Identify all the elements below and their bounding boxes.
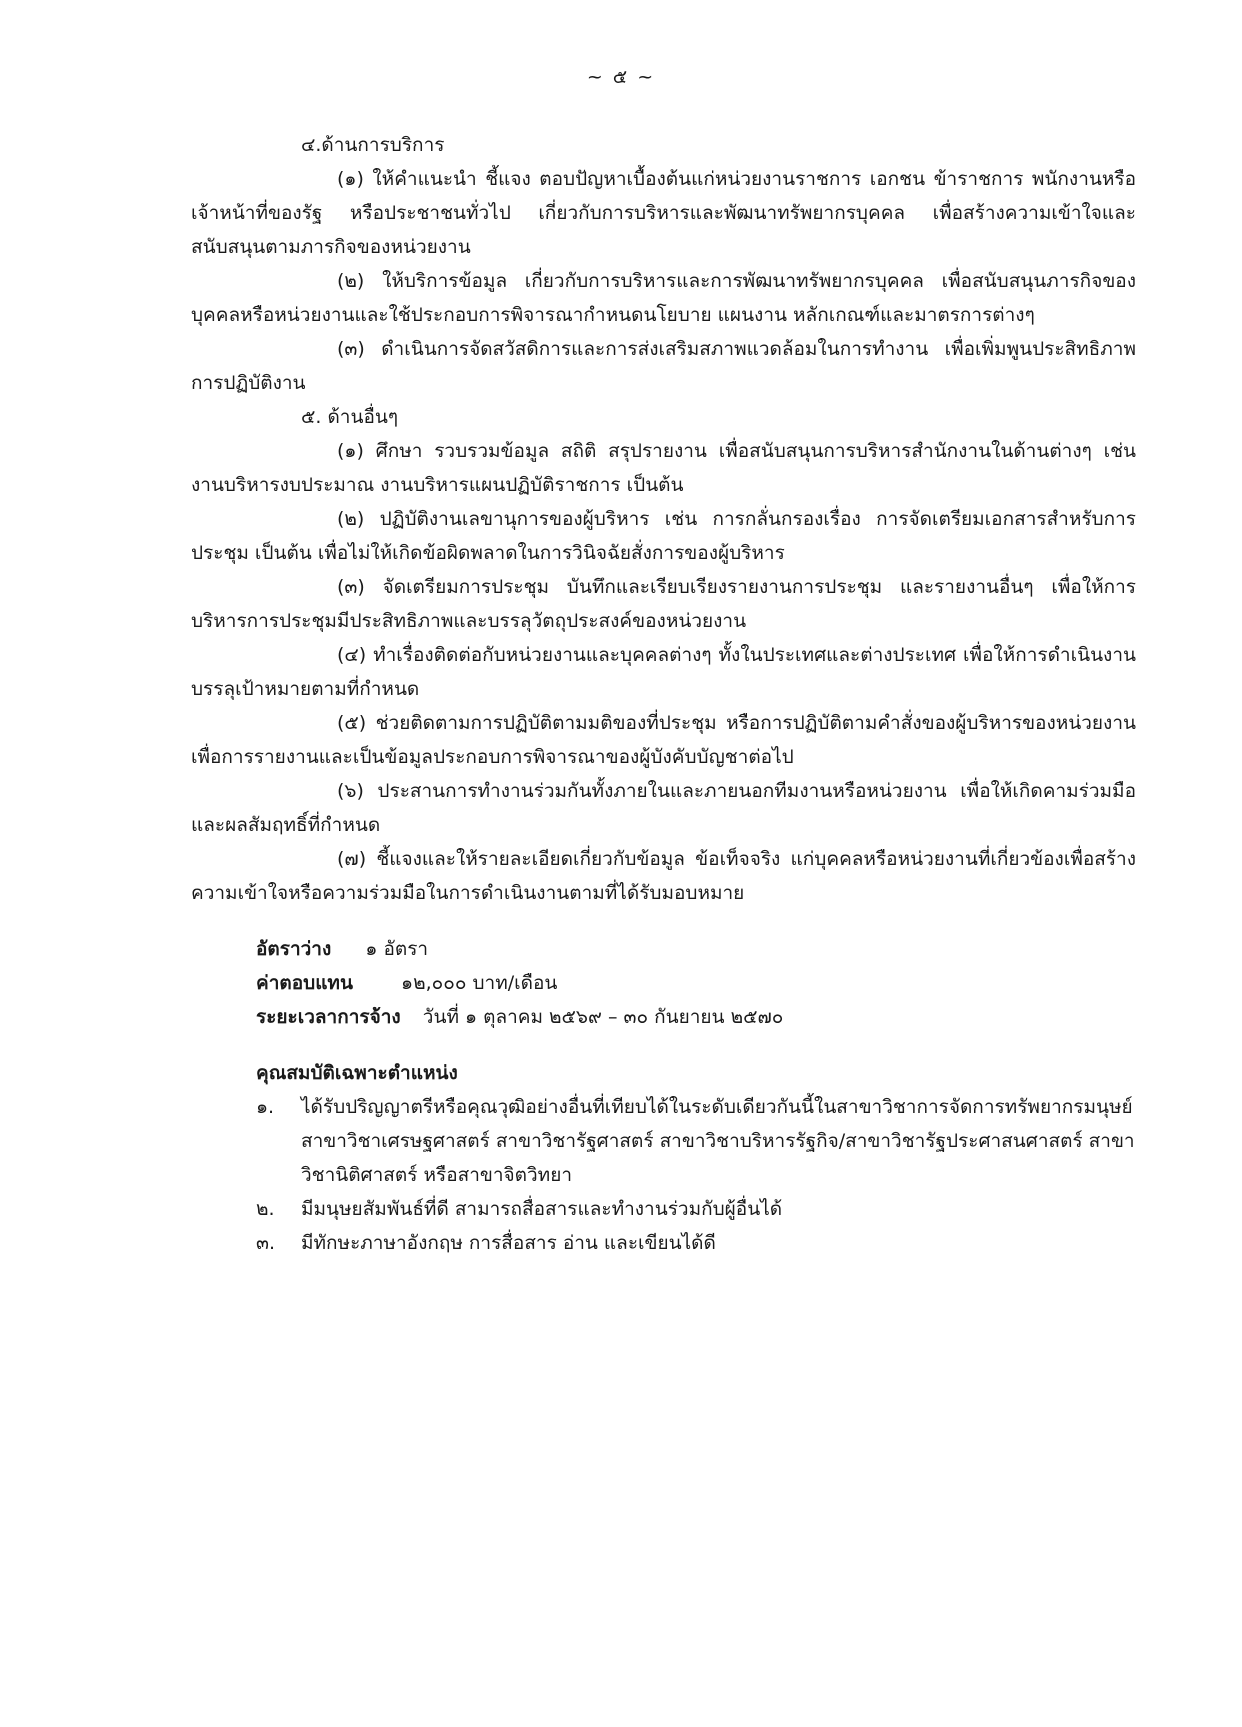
document-body [191, 128, 1136, 1260]
compensation-label: ค่าตอบแทน [256, 972, 353, 994]
vacancy-line [256, 932, 1136, 966]
section-heading-other: ๕. ด้านอื่นๆ [301, 406, 399, 428]
period-line [256, 1000, 1136, 1034]
qualification-number: ๑. [256, 1096, 275, 1118]
qualification-number: ๓. [256, 1232, 276, 1254]
qualification-text: ได้รับปริญญาตรีหรือคุณวุฒิอย่างอื่นที่เทียบได้ในระดับเดียวกันนี้ในสาขาวิชาการจัดการทรัพยากรมนุษย์ สาขาวิชาเศรษฐศาสตร์ สาขาวิชารัฐศาสตร์ สาขาวิชาบริหารรัฐกิจ/สาขาวิชารัฐประศาสนศาสตร์ สาขาวิชานิติศาสตร์ หรือสาขาจิตวิทยา [301, 1096, 1135, 1186]
qualification-item [256, 1090, 1136, 1192]
compensation-line [256, 966, 1136, 1000]
other-item-7: (๗) ชี้แจงและให้รายละเอียดเกี่ยวกับข้อมูล ข้อเท็จจริง แก่บุคคลหรือหน่วยงานที่เกี่ยวข้องเพื่อสร้างความเข้าใจหรือความร่วมมือในการดำเนินงานตามที่ได้รับมอบหมาย [191, 848, 1136, 904]
period-value: วันที่ ๑ ตุลาคม ๒๕๖๙ – ๓๐ กันยายน ๒๕๗๐ [422, 1006, 784, 1028]
service-item-1: (๑) ให้คำแนะนำ ชี้แจง ตอบปัญหาเบื้องต้นแก่หน่วยงานราชการ เอกชน ข้าราชการ พนักงานหรือเจ้าหน้าที่ของรัฐ หรือประชาชนทั่วไป เกี่ยวกับการบริหารและพัฒนาทรัพยากรบุคคล เพื่อสร้างความเข้าใจและสนับสนุนตามภารกิจของหน่วยงาน [191, 168, 1136, 258]
other-item-6: (๖) ประสานการทำงานร่วมกันทั้งภายในและภายนอกทีมงานหรือหน่วยงาน เพื่อให้เกิดคามร่วมมือและผลสัมฤทธิ์ที่กำหนด [191, 780, 1136, 836]
compensation-value: ๑๒,๐๐๐ บาท/เดือน [401, 972, 558, 994]
other-item-2: (๒) ปฏิบัติงานเลขานุการของผู้บริหาร เช่น การกลั่นกรองเรื่อง การจัดเตรียมเอกสารสำหรับการประชุม เป็นต้น เพื่อไม่ให้เกิดข้อผิดพลาดในการวินิจฉัยสั่งการของผู้บริหาร [191, 508, 1136, 564]
other-item-1: (๑) ศึกษา รวบรวมข้อมูล สถิติ สรุปรายงาน เพื่อสนับสนุนการบริหารสำนักงานในด้านต่างๆ เช่น งานบริหารงบประมาณ งานบริหารแผนปฏิบัติราชการ เป็นต้น [191, 440, 1136, 496]
other-item-3: (๓) จัดเตรียมการประชุม บันทึกและเรียบเรียงรายงานการประชุม และรายงานอื่นๆ เพื่อให้การบริหารการประชุมมีประสิทธิภาพและบรรลุวัตถุประสงค์ของหน่วยงาน [191, 576, 1136, 632]
page-number: ~ ๕ ~ [586, 66, 656, 88]
qualification-text: มีทักษะภาษาอังกฤษ การสื่อสาร อ่าน และเขียนได้ดี [301, 1232, 716, 1254]
other-item-5: (๕) ช่วยติดตามการปฏิบัติตามมติของที่ประชุม หรือการปฏิบัติตามคำสั่งของผู้บริหารของหน่วยงาน เพื่อการรายงานและเป็นข้อมูลประกอบการพิจารณาของผู้บังคับบัญชาต่อไป [191, 712, 1136, 768]
qualification-text: มีมนุษยสัมพันธ์ที่ดี สามารถสื่อสารและทำงานร่วมกับผู้อื่นได้ [301, 1198, 783, 1220]
qualification-number: ๒. [256, 1198, 275, 1220]
period-label: ระยะเวลาการจ้าง [256, 1006, 401, 1028]
vacancy-label: อัตราว่าง [256, 938, 332, 960]
qualifications-title: คุณสมบัติเฉพาะตำแหน่ง [256, 1062, 458, 1084]
qualification-item [256, 1226, 1136, 1260]
qualification-item [256, 1192, 1136, 1226]
section-heading-service: ๔.ด้านการบริการ [301, 134, 445, 156]
other-item-4: (๔) ทำเรื่องติดต่อกับหน่วยงานและบุคคลต่างๆ ทั้งในประเทศและต่างประเทศ เพื่อให้การดำเนินงานบรรลุเป้าหมายตามที่กำหนด [191, 644, 1136, 700]
service-item-3: (๓) ดำเนินการจัดสวัสดิการและการส่งเสริมสภาพแวดล้อมในการทำงาน เพื่อเพิ่มพูนประสิทธิภาพการปฏิบัติงาน [191, 338, 1136, 394]
vacancy-value: ๑ อัตรา [365, 938, 429, 960]
service-item-2: (๒) ให้บริการข้อมูล เกี่ยวกับการบริหารและการพัฒนาทรัพยากรบุคคล เพื่อสนับสนุนภารกิจของบุคคลหรือหน่วยงานและใช้ประกอบการพิจารณากำหนดนโยบาย แผนงาน หลักเกณฑ์และมาตรการต่างๆ [191, 270, 1136, 326]
